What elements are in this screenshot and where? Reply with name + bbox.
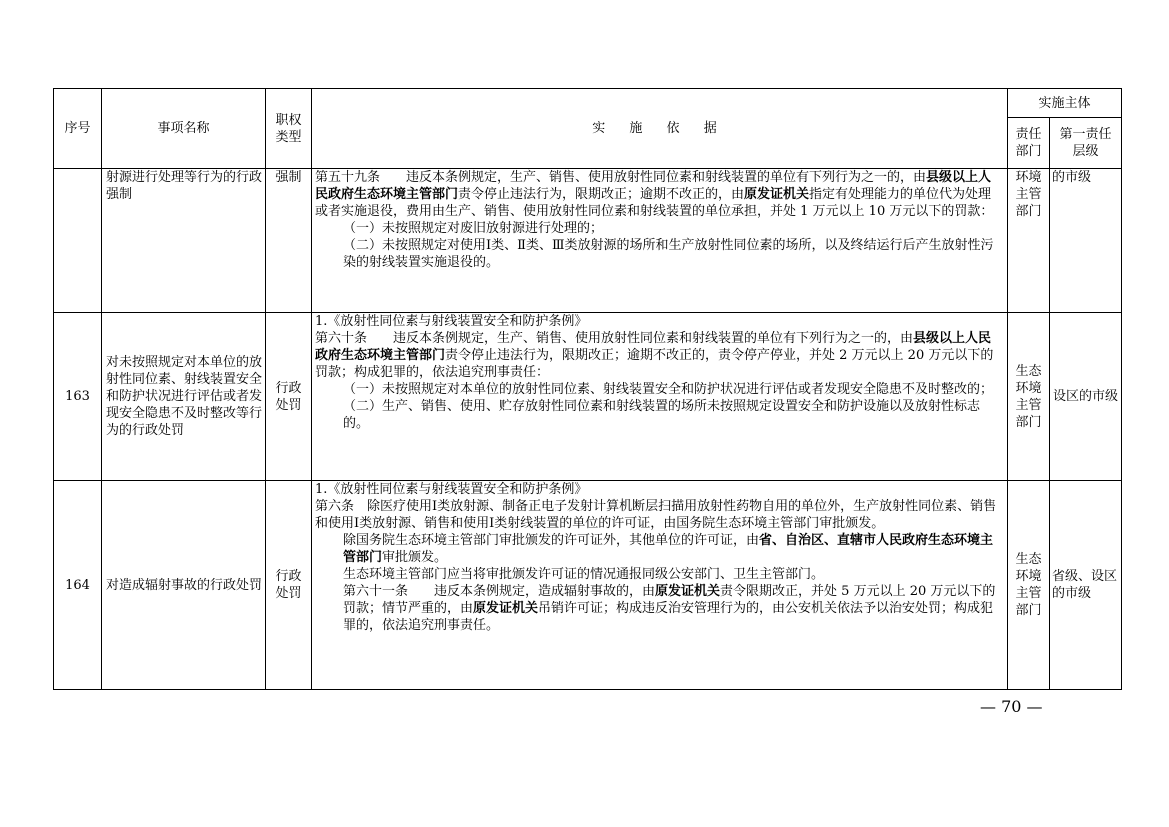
header-resp-dept-text: 责任部门 — [1015, 127, 1042, 159]
basis-paragraph: 生态环境主管部门应当将审批颁发许可证的情况通报同级公安部门、卫生主管部门。 — [343, 567, 825, 582]
row-first-level: 设区的市级 — [1050, 313, 1122, 481]
header-seq: 序号 — [54, 89, 102, 169]
header-resp-dept — [1008, 118, 1050, 169]
basis-paragraph: 第六条 除医疗使用Ⅰ类放射源、制备正电子发射计算机断层扫描用放射性药物自用的单位外，生产放射性同位素、销售和使用Ⅰ类放射源、销售和使用Ⅰ类射线装置的单位的许可证，由国务院生态环境主管部门审批颁发。 — [315, 499, 997, 531]
table-row — [54, 169, 1122, 313]
basis-authority: 原发证机关 — [744, 187, 810, 202]
header-item-name: 事项名称 — [102, 89, 266, 169]
row-resp-dept — [1008, 313, 1050, 481]
basis-paragraph: （一）未按照规定对本单位的放射性同位素、射线装置安全和防护状况进行评估或者发现安全隐患不及时整改的； — [343, 382, 994, 397]
row-number — [54, 169, 102, 313]
basis-text: 第五十九条 违反本条例规定，生产、销售、使用放射性同位素和射线装置的单位有下列行为之一的，由 — [315, 170, 927, 185]
table-row — [54, 481, 1122, 690]
row-power-type-text: 行政处罚 — [275, 569, 302, 601]
row-basis — [312, 481, 1008, 690]
row-power-type: 强制 — [266, 169, 312, 313]
row-item-name: 对未按照规定对本单位的放射性同位素、射线装置安全和防护状况进行评估或者发现安全隐患不及时整改等行为的行政处罚 — [102, 313, 266, 481]
row-resp-dept-text: 生态环境主管部门 — [1015, 363, 1042, 430]
basis-paragraph: 1.《放射性同位素与射线装置安全和防护条例》 — [315, 314, 588, 329]
basis-paragraph — [315, 330, 1004, 381]
row-item-name: 射源进行处理等行为的行政强制 — [102, 169, 266, 313]
row-resp-dept-text: 生态环境主管部门 — [1015, 552, 1042, 618]
basis-text: 吊销许可证；构成违反治安管理行为的，由公安机关依法予以治安处罚；构成犯罪的，依法追究刑事责任。 — [343, 601, 994, 633]
page-number: — 70 — — [980, 697, 1043, 716]
row-number: 164 — [54, 481, 102, 690]
enforcement-list-table — [53, 88, 1122, 690]
header-basis — [312, 89, 1008, 169]
basis-text: 审批颁发。 — [382, 550, 448, 565]
basis-paragraph — [315, 583, 1004, 634]
header-basis-text: 实 施 依 据 — [592, 121, 727, 136]
row-power-type-text: 行政处罚 — [275, 380, 302, 413]
header-row-1 — [54, 89, 1122, 118]
basis-paragraph: （二）生产、销售、使用、贮存放射性同位素和射线装置的场所未按照规定设置安全和防护设施以及放射性标志的。 — [343, 399, 981, 431]
row-basis — [312, 169, 1008, 313]
basis-text: 第六十条 违反本条例规定，生产、销售、使用放射性同位素和射线装置的单位有下列行为之一的，由 — [315, 331, 914, 346]
header-power-type-text: 职权类型 — [275, 112, 302, 145]
row-number: 163 — [54, 313, 102, 481]
basis-text: 第六十一条 违反本条例规定，造成辐射事故的，由 — [343, 584, 656, 599]
basis-text: 除国务院生态环境主管部门审批颁发的许可证外，其他单位的许可证，由 — [343, 533, 760, 548]
row-first-level: 的市级 — [1050, 169, 1122, 313]
basis-paragraph — [315, 532, 1004, 566]
row-power-type — [266, 481, 312, 690]
basis-authority: 原发证机关 — [473, 601, 539, 616]
row-first-level: 省级、设区的市级 — [1050, 481, 1122, 690]
basis-text: 责令停止违法行为，限期改正；逾期不改正的，责令停产停业，并处 2 万元以上 20 万元以下的罚款；构成犯罪的，依法追究刑事责任： — [315, 348, 994, 380]
basis-text: 指定有处理能力的单位代为处理或者实施退役，费用由生产、销售、使用放射性同位素和射线装置的单位承担，并处 1 万元以上 10 万元以下的罚款： — [315, 187, 994, 219]
row-basis — [312, 313, 1008, 481]
header-first-level — [1050, 118, 1122, 169]
header-power-type — [266, 89, 312, 169]
basis-paragraph: （二）未按照规定对使用Ⅰ类、Ⅱ类、Ⅲ类放射源的场所和生产放射性同位素的场所，以及终结运行后产生放射性污染的射线装置实施退役的。 — [343, 238, 994, 270]
row-resp-dept — [1008, 481, 1050, 690]
basis-authority: 省、自治区、直辖市人民政府生态环境主管部门 — [343, 533, 994, 565]
basis-text: 责令限期改正，并处 5 万元以上 20 万元以下的罚款；情节严重的，由 — [343, 584, 996, 616]
row-power-type — [266, 313, 312, 481]
basis-paragraph — [315, 169, 1004, 220]
basis-authority: 县级以上人民政府生态环境主管部门 — [315, 331, 992, 363]
row-item-name: 对造成辐射事故的行政处罚 — [102, 481, 266, 690]
basis-paragraph: 1.《放射性同位素与射线装置安全和防护条例》 — [315, 482, 588, 497]
basis-authority: 县级以上人民政府生态环境主管部门 — [315, 170, 992, 202]
header-first-level-text: 第一责任层级 — [1059, 127, 1112, 159]
row-resp-dept: 环境主管部门 — [1008, 169, 1050, 313]
basis-paragraph: （一）未按照规定对废旧放射源进行处理的； — [343, 221, 604, 236]
header-implementer: 实施主体 — [1008, 89, 1122, 118]
table-row — [54, 313, 1122, 481]
basis-text: 责令停止违法行为，限期改正；逾期不改正的，由 — [458, 187, 745, 202]
basis-authority: 原发证机关 — [655, 584, 721, 599]
